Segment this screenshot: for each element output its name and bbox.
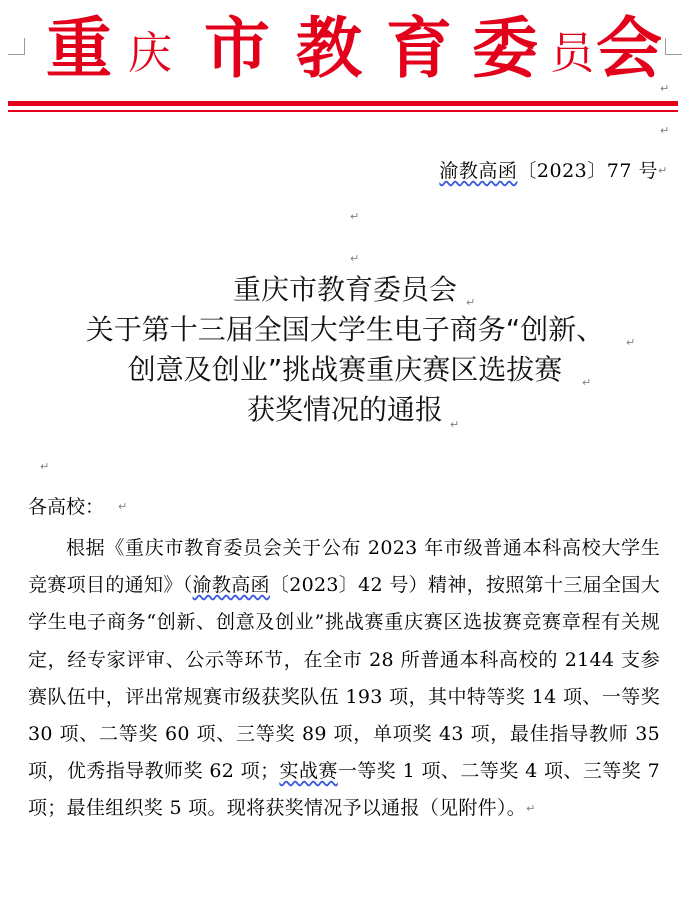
title-line: 关于第十三届全国大学生电子商务“创新、 — [85, 313, 605, 346]
body-text: 〔2023〕42 号）精神，按照第十三届全国大学生电子商务“创新、创意及创业”挑战赛重庆赛区选拔赛竞赛章程有关规定，经专家评审、公示等环节，在全市 28 所普通本科高校的 2144 支参赛队伍中，评出常规赛市级获奖队伍 193 项，其中特等奖 14 项、一等奖 30 项、二等奖 60 项、三等奖 89 项，单项奖 43 项，最佳指导教师 35 项，优秀指导教师奖 62 项； — [28, 574, 661, 783]
document-title — [0, 270, 690, 430]
salutation: 各高校： — [28, 496, 105, 518]
paragraph-mark: ↵ — [350, 210, 360, 223]
masthead-char: 教 — [296, 10, 362, 87]
red-divider-thin — [8, 110, 678, 112]
body-doc-ref: 渝教高函 — [192, 574, 270, 597]
body-text: 一等奖 1 项、二等奖 4 项、三等奖 7 项；最佳组织奖 5 项。现将获奖情况予以通报（见附件）。 — [28, 760, 660, 820]
paragraph-mark: ↵ — [40, 460, 50, 473]
paragraph-mark: ↵ — [626, 336, 636, 349]
paragraph-mark: ↵ — [350, 252, 360, 265]
document-number-prefix: 渝教高函 — [439, 160, 518, 182]
paragraph-mark: ↵ — [658, 164, 668, 177]
paragraph-mark: ↵ — [660, 82, 670, 95]
title-line: 重庆市教育委员会 — [232, 273, 457, 306]
masthead-char: 市 — [204, 10, 270, 87]
body-text: 根据《重庆市教育委员会关于公布 2023 年市级普通本科高校大学生竞赛项目的通知》（ — [28, 537, 660, 597]
masthead-char: 庆 — [128, 28, 172, 79]
document-number-suffix: 〔2023〕77 号 — [517, 160, 658, 182]
red-divider-thick — [8, 101, 678, 106]
crop-mark-top-right — [665, 38, 682, 55]
masthead-char: 委 — [472, 10, 538, 87]
masthead-char: 会 — [596, 10, 662, 87]
masthead-char: 重 — [46, 10, 112, 87]
title-line: 创意及创业”挑战赛重庆赛区选拔赛 — [127, 353, 563, 386]
body-highlight: 实战赛 — [279, 760, 338, 783]
paragraph-mark: ↵ — [118, 500, 128, 513]
masthead-char: 员 — [550, 28, 594, 79]
paragraph-mark: ↵ — [582, 376, 592, 389]
paragraph-mark: ↵ — [526, 802, 536, 816]
masthead-red-header — [20, 6, 662, 96]
title-line: 获奖情况的通报 — [246, 393, 443, 426]
paragraph-mark: ↵ — [660, 124, 670, 137]
body-paragraph — [28, 530, 660, 830]
document-number — [439, 156, 658, 183]
paragraph-mark: ↵ — [450, 418, 460, 431]
masthead-char: 育 — [386, 10, 452, 87]
paragraph-mark: ↵ — [466, 296, 476, 309]
